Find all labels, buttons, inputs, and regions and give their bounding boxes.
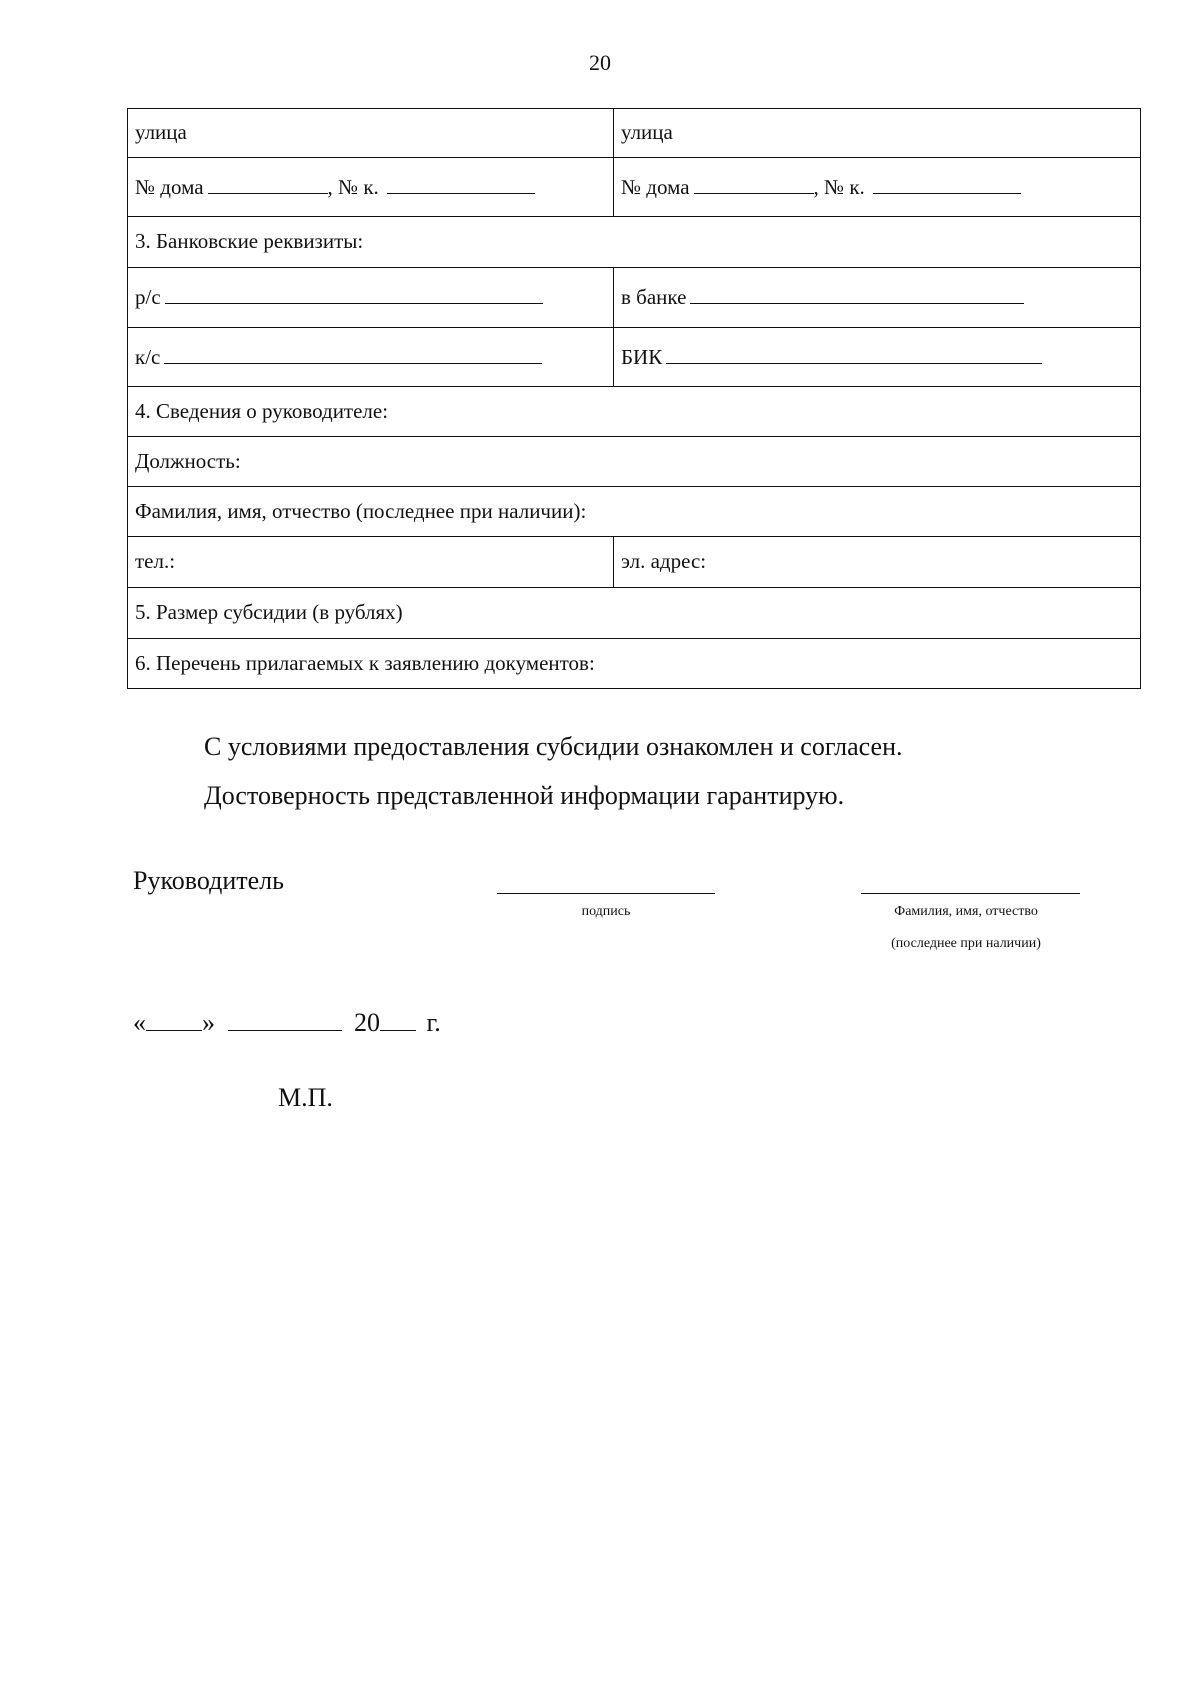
bank-details-heading: 3. Банковские реквизиты: <box>128 217 1141 268</box>
house-field-right <box>614 158 1141 217</box>
terms-agreement-statement: С условиями предоставления субсидии ознакомлен и согласен. <box>204 732 903 761</box>
house-field-left <box>128 158 614 217</box>
street-field-left: улица <box>128 109 614 158</box>
correspondent-account-label: к/с <box>135 344 161 369</box>
apartment-label: , № к. <box>813 174 865 199</box>
table-row <box>128 268 1141 328</box>
house-number-blank <box>694 175 814 194</box>
settlement-account-label: р/с <box>135 285 161 310</box>
full-name-field: Фамилия, имя, отчество (последнее при наличии): <box>128 487 1141 537</box>
page-number: 20 <box>589 50 611 75</box>
bank-name-label: в банке <box>621 285 687 310</box>
full-name-caption: Фамилия, имя, отчество <box>894 904 1038 919</box>
full-name-line <box>861 893 1080 894</box>
bank-name-blank <box>690 285 1024 304</box>
table-row <box>128 487 1141 537</box>
signature-caption: подпись <box>581 904 631 919</box>
apartment-number-blank <box>387 175 535 194</box>
apartment-label: , № к. <box>327 174 379 199</box>
position-field: Должность: <box>128 437 1141 487</box>
street-field-right: улица <box>614 109 1141 158</box>
year-suffix: г. <box>426 1008 441 1037</box>
phone-field: тел.: <box>128 537 614 588</box>
table-row <box>128 328 1141 387</box>
application-form-table <box>127 108 1141 689</box>
email-field: эл. адрес: <box>614 537 1141 588</box>
accuracy-guarantee-statement: Достоверность представленной информации гарантирую. <box>204 781 845 810</box>
open-quote: « <box>133 1008 146 1037</box>
table-row <box>128 217 1141 268</box>
correspondent-account-blank <box>164 345 542 364</box>
apartment-number-blank <box>873 175 1021 194</box>
bik-blank <box>666 345 1042 364</box>
date-line <box>133 1008 441 1038</box>
subsidy-amount-field: 5. Размер субсидии (в рублях) <box>128 588 1141 639</box>
house-number-blank <box>208 175 328 194</box>
bik-label: БИК <box>621 344 663 369</box>
table-row <box>128 588 1141 639</box>
correspondent-account-field <box>128 328 614 387</box>
house-label: № дома <box>621 174 690 199</box>
month-blank <box>228 1008 342 1031</box>
stamp-place: М.П. <box>278 1083 333 1112</box>
attached-documents-field: 6. Перечень прилагаемых к заявлению документов: <box>128 639 1141 689</box>
bik-field <box>614 328 1141 387</box>
bank-name-field <box>614 268 1141 328</box>
table-row <box>128 537 1141 588</box>
table-row <box>128 158 1141 217</box>
close-quote: » <box>202 1008 215 1037</box>
full-name-caption-note: (последнее при наличии) <box>891 936 1041 951</box>
house-label: № дома <box>135 174 204 199</box>
signature-line <box>497 893 715 894</box>
settlement-account-field <box>128 268 614 328</box>
day-blank <box>146 1008 202 1031</box>
year-prefix: 20 <box>354 1008 380 1037</box>
year-blank <box>380 1008 416 1031</box>
table-row <box>128 387 1141 437</box>
manager-info-heading: 4. Сведения о руководителе: <box>128 387 1141 437</box>
table-row <box>128 437 1141 487</box>
head-label: Руководитель <box>133 866 284 895</box>
table-row <box>128 109 1141 158</box>
table-row <box>128 639 1141 689</box>
settlement-account-blank <box>165 285 543 304</box>
